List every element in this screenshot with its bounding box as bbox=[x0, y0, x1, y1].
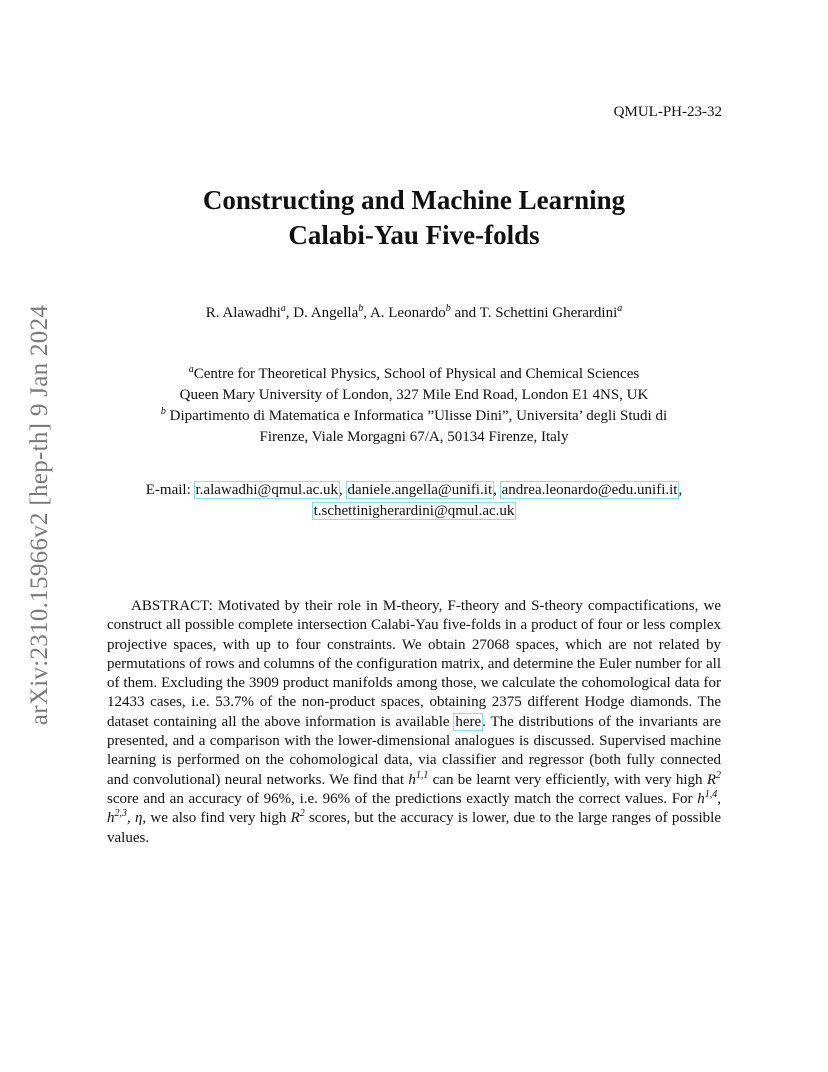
title-line-1: Constructing and Machine Learning bbox=[202, 185, 626, 215]
affiliation-mark: a bbox=[617, 303, 623, 314]
author-separator: and bbox=[450, 305, 480, 321]
author-name: R. Alawadhi bbox=[205, 305, 281, 321]
email-link[interactable]: daniele.angella@unifi.it bbox=[347, 482, 493, 498]
title-line-2: Calabi-Yau Five-folds bbox=[288, 220, 540, 250]
affiliation-a-line-2: Queen Mary University of London, 327 Mile End Road, London E1 4NS, UK bbox=[179, 387, 649, 403]
preprint-number: QMUL-PH-23-32 bbox=[613, 104, 722, 120]
math-h14: $h^{1,4}$ bbox=[697, 788, 718, 807]
affiliation-mark: b bbox=[358, 303, 364, 314]
affiliation-b-line-1: $^b$ Dipartimento di Matematica e Informatica ”Ulisse Dini”, Universita’ degli Studi di bbox=[160, 406, 668, 424]
author-name: T. Schettini Gherardini bbox=[479, 305, 618, 321]
affiliation-mark: b bbox=[160, 406, 166, 417]
dataset-link[interactable]: here bbox=[455, 713, 482, 730]
affiliation-mark: b bbox=[445, 303, 451, 314]
affiliation-a-line-1: $^a$Centre for Theoretical Physics, School of Physical and Chemical Sciences bbox=[188, 364, 640, 382]
affiliations bbox=[0, 364, 828, 448]
author-list bbox=[0, 305, 828, 322]
email-block: E-mail: r.alawadhi@qmul.ac.uk, daniele.angella@unifi.it, andrea.leonardo@edu.unifi.it, t.schettinigherardini@qmul.ac.uk bbox=[145, 482, 683, 519]
abstract: ABSTRACT: Motivated by their role in M-theory, F-theory and S-theory compactifications, we construct all possible complete intersection Calabi-Yau five-folds in a product of four or less complex projective spaces, with up to four constraints. We obtain 27068 spaces, which are not related by permutations of rows and columns of the configuration matrix, and determine the Euler number for all of them. Excluding the 3909 product manifolds among those, we calculate the cohomological data for 12433 cases, i.e. 53.7% of the non-product spaces, obtaining 2375 different Hodge diamonds. The dataset containing all the above information is available here. The distributions of the invariants are presented, and a comparison with the lower-dimensional analogues is discussed. Supervised machine learning is performed on the cohomological data, via classifier and regressor (both fully connected and convolutional) neural networks. We find that $h^{1,1}$ can be learnt very efficiently, with very high $R^2$ score and an accuracy of 96%, i.e. 96% of the predictions exactly match the correct values. For $h^{1,4}$, $h^{2,3}$, η, we also find very high $R^2$ scores, but the accuracy is lower, due to the large ranges of possible values. bbox=[107, 598, 721, 846]
affiliation-b-line-2: Firenze, Viale Morgagni 67/A, 50134 Firenze, Italy bbox=[259, 429, 569, 445]
affiliation-mark: a bbox=[280, 303, 286, 314]
author-name: A. Leonardo bbox=[369, 305, 446, 321]
math-eta: η bbox=[134, 810, 143, 827]
math-r2: $R^2$ bbox=[290, 808, 305, 827]
math-h11: $h^{1,1}$ bbox=[408, 769, 429, 788]
paper-title bbox=[0, 183, 828, 253]
email-link[interactable]: r.alawadhi@qmul.ac.uk bbox=[195, 482, 339, 498]
email-link[interactable]: andrea.leonardo@edu.unifi.it bbox=[501, 482, 678, 498]
affiliation-mark: a bbox=[188, 364, 194, 375]
arxiv-identifier: arXiv:2310.15966v2 [hep-th] 9 Jan 2024 bbox=[26, 304, 53, 726]
author-separator: , bbox=[285, 305, 294, 321]
author-separator: , bbox=[363, 305, 370, 321]
email-link[interactable]: t.schettinigherardini@qmul.ac.uk bbox=[313, 503, 515, 519]
math-r2: $R^2$ bbox=[706, 769, 721, 788]
email-label: E-mail: bbox=[145, 482, 191, 498]
author-name: D. Angella bbox=[293, 305, 359, 321]
math-h23: $h^{2,3}$ bbox=[107, 808, 127, 827]
